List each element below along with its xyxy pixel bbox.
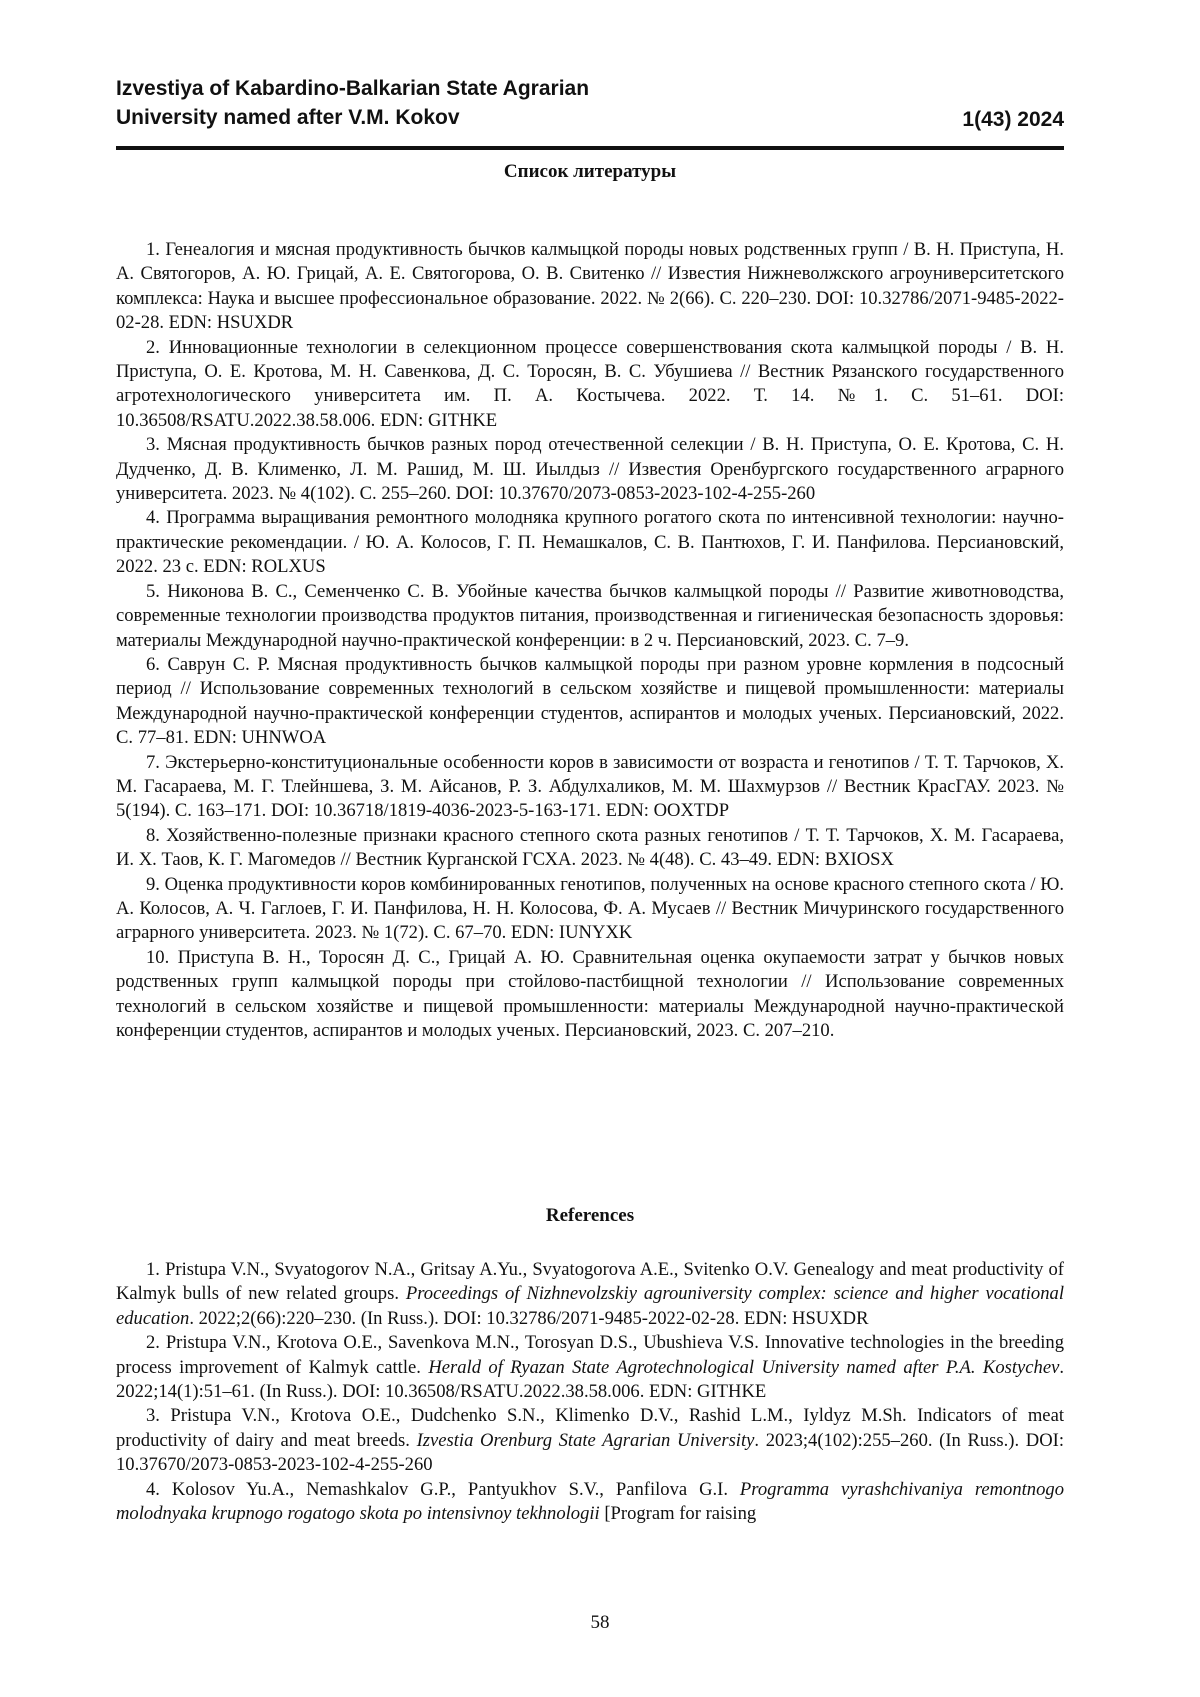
- reference-number: 3.: [146, 1405, 160, 1426]
- reference-number: 1.: [146, 239, 160, 260]
- reference-authors-title: Pristupa V.N., Krotova O.E., Dudchenko S.N., Klimenko D.V., Rashid L.M., Iyldyz M.Sh. Indicators of meat productivity of dairy and meat breeds.: [116, 1405, 1064, 1450]
- page-number: 58: [0, 1612, 1200, 1634]
- reference-text: Оценка продуктивности коров комбинированных генотипов, полученных на основе красного степного скота / Ю. А. Колосов, А. Ч. Гаглоев, Г. И. Панфилова, Н. Н. Колосова, Ф. А. Мусаев // Вестник Мичуринского государственного аграрного университета. 2023. № 1(72). С. 67–70. EDN: IUNYXK: [116, 874, 1064, 944]
- reference-source: Programma vyrashchivaniya remontnogo molodnyaka krupnogo rogatogo skota po intensivnoy tekhnologii: [116, 1479, 1064, 1524]
- ru-reference-item: [116, 751, 1064, 824]
- ru-reference-list: [116, 238, 1064, 1043]
- reference-source: Izvestia Orenburg State Agrarian University: [417, 1430, 755, 1451]
- reference-number: 9.: [146, 874, 160, 895]
- en-reference-item: [116, 1404, 1064, 1477]
- ru-reference-item: [116, 653, 1064, 751]
- reference-text: Саврун С. Р. Мясная продуктивность бычков калмыцкой породы при разном уровне кормления в подсосный период // Использование современных технологий в сельском хозяйстве и пищевой промышленности: материалы Международной научно-практической конференции студентов, аспирантов и молодых ученых. Персиановский, 2022. С. 77–81. EDN: UHNWOA: [116, 654, 1064, 748]
- reference-source: Proceedings of Nizhnevolzskiy agrouniversity complex: science and higher vocational education: [116, 1283, 1064, 1328]
- reference-number: 2.: [146, 1332, 160, 1353]
- reference-authors-title: Kolosov Yu.A., Nemashkalov G.P., Pantyukhov S.V., Panfilova G.I.: [172, 1479, 740, 1500]
- reference-details: [Program for raising: [600, 1503, 756, 1524]
- issue-number: 1(43) 2024: [962, 105, 1064, 134]
- reference-text: Программа выращивания ремонтного молодняка крупного рогатого скота по интенсивной технологии: научно-практические рекомендации. / Ю. А. Колосов, Г. П. Немашкалов, С. В. Пантюхов, Г. И. Панфилова. Персиановский, 2022. 23 с. EDN: ROLXUS: [116, 507, 1064, 577]
- reference-number: 1.: [146, 1259, 160, 1280]
- reference-authors-title: Pristupa V.N., Svyatogorov N.A., Gritsay A.Yu., Svyatogorova A.E., Svitenko O.V. Genealogy and meat productivity of Kalmyk bulls of new related groups.: [116, 1259, 1064, 1304]
- reference-number: 6.: [146, 654, 160, 675]
- reference-number: 4.: [146, 507, 160, 528]
- reference-details: . 2022;2(66):220–230. (In Russ.). DOI: 10.32786/2071-9485-2022-02-28. EDN: HSUXDR: [189, 1308, 868, 1329]
- ru-reference-item: [116, 433, 1064, 506]
- ru-reference-item: [116, 946, 1064, 1044]
- reference-text: Никонова В. С., Семенченко С. В. Убойные качества бычков калмыцкой породы // Развитие животноводства, современные технологии производства продуктов питания, производственная и гигиеническая безопасность здоровья: материалы Международной научно-практической конференции: в 2 ч. Персиановский, 2023. С. 7–9.: [116, 581, 1064, 651]
- journal-title-line-1: Izvestiya of Kabardino-Balkarian State Agrarian: [116, 74, 589, 103]
- running-header: [116, 72, 1064, 150]
- en-reference-item: [116, 1331, 1064, 1404]
- reference-text: Инновационные технологии в селекционном процессе совершенствования скота калмыцкой породы / В. Н. Приступа, О. Е. Кротова, М. Н. Савенкова, Д. С. Торосян, В. С. Убушиева // Вестник Рязанского государственного агротехнологического университета им. П. А. Костычева. 2022. Т. 14. №1. С. 51–61. DOI: 10.36508/RSATU.2022.38.58.006. EDN: GITHKE: [116, 337, 1064, 431]
- reference-details: . 2022;14(1):51–61. (In Russ.). DOI: 10.36508/RSATU.2022.38.58.006. EDN: GITHKE: [116, 1357, 1064, 1402]
- ru-references-heading: Список литературы: [116, 160, 1064, 184]
- en-references-heading: References: [116, 1204, 1064, 1228]
- reference-text: Приступа В. Н., Торосян Д. С., Грицай А. Ю. Сравнительная оценка окупаемости затрат у бычков новых родственных групп калмыцкой породы при стойлово-пастбищной технологии // Использование современных технологий в сельском хозяйстве и пищевой промышленности: материалы Международной научно-практической конференции студентов, аспирантов и молодых ученых. Персиановский, 2023. С. 207–210.: [116, 947, 1064, 1041]
- journal-title: [116, 74, 589, 132]
- reference-number: 4.: [146, 1479, 160, 1500]
- ru-reference-item: [116, 580, 1064, 653]
- en-reference-item: [116, 1478, 1064, 1527]
- reference-number: 8.: [146, 825, 160, 846]
- reference-details: . 2023;4(102):255–260. (In Russ.). DOI: 10.37670/2073-0853-2023-102-4-255-260: [116, 1430, 1064, 1475]
- en-reference-list: [116, 1258, 1064, 1526]
- reference-text: Экстерьерно-конституциональные особенности коров в зависимости от возраста и генотипов / Т. Т. Тарчоков, Х. М. Гасараева, М. Г. Тлейншева, З. М. Айсанов, Р. З. Абдулхаликов, М. М. Шахмурзов // Вестник КрасГАУ. 2023. № 5(194). С. 163–171. DOI: 10.36718/1819-4036-2023-5-163-171. EDN: OOXTDP: [116, 752, 1064, 822]
- en-reference-item: [116, 1258, 1064, 1331]
- reference-number: 7.: [146, 752, 160, 773]
- journal-page: [0, 0, 1200, 1697]
- reference-text: Генеалогия и мясная продуктивность бычков калмыцкой породы новых родственных групп / В. Н. Приступа, Н. А. Святогоров, А. Ю. Грицай, А. Е. Святогорова, О. В. Свитенко // Известия Нижневолжского агроуниверситетского комплекса: Наука и высшее профессиональное образование. 2022. № 2(66). С. 220–230. DOI: 10.32786/2071-9485-2022-02-28. EDN: HSUXDR: [116, 239, 1064, 333]
- ru-reference-item: [116, 238, 1064, 336]
- ru-reference-item: [116, 873, 1064, 946]
- reference-text: Мясная продуктивность бычков разных пород отечественной селекции / В. Н. Приступа, О. Е. Кротова, С. Н. Дудченко, Д. В. Клименко, Л. М. Рашид, М. Ш. Иылдыз // Известия Оренбургского государственного аграрного университета. 2023. № 4(102). С. 255–260. DOI: 10.37670/2073-0853-2023-102-4-255-260: [116, 434, 1064, 504]
- ru-reference-item: [116, 824, 1064, 873]
- ru-reference-item: [116, 506, 1064, 579]
- journal-title-line-2: University named after V.M. Kokov: [116, 103, 589, 132]
- reference-source: Herald of Ryazan State Agrotechnological University named after P.A. Kostychev: [428, 1357, 1059, 1378]
- reference-number: 10.: [146, 947, 169, 968]
- reference-authors-title: Pristupa V.N., Krotova O.E., Savenkova M.N., Torosyan D.S., Ubushieva V.S. Innovative technologies in the breeding process improvement of Kalmyk cattle.: [116, 1332, 1064, 1377]
- reference-number: 5.: [146, 581, 160, 602]
- reference-number: 3.: [146, 434, 160, 455]
- ru-reference-item: [116, 336, 1064, 434]
- reference-number: 2.: [146, 337, 160, 358]
- reference-text: Хозяйственно-полезные признаки красного степного скота разных генотипов / Т. Т. Тарчоков, Х. М. Гасараева, И. Х. Таов, К. Г. Магомедов // Вестник Курганской ГСХА. 2023. № 4(48). С. 43–49. EDN: BXIOSX: [116, 825, 1064, 870]
